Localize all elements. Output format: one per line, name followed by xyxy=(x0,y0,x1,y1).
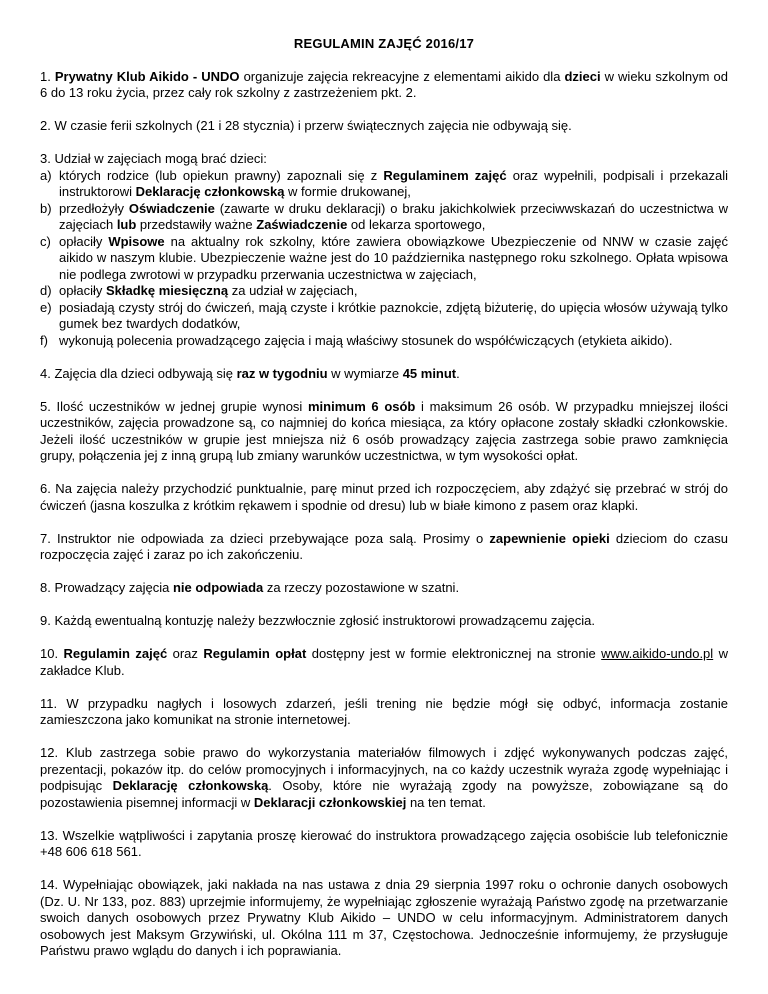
bold-text: Deklarację członkowską xyxy=(135,184,285,199)
text: za udział w zajęciach, xyxy=(228,283,358,298)
list-label: c) xyxy=(40,233,51,249)
paragraph-12 xyxy=(40,745,728,811)
paragraph-8 xyxy=(40,580,728,597)
text: za rzeczy pozostawione w szatni. xyxy=(263,580,460,595)
text: (zawarte w druku deklaracji) o braku jakichkolwiek przeciwwskazań do uczestnictwa w zajęciach xyxy=(59,200,729,232)
text: . Osoby, które nie wyrażają zgody na powyższe, zobowiązane są do pozostawienia pisemnej informacji w xyxy=(40,778,728,810)
text: dostępny jest w formie elektronicznej na stronie xyxy=(306,646,602,661)
text: organizuje zajęcia rekreacyjne z elementami aikido dla xyxy=(239,68,565,84)
text: w wieku szkolnym od 6 do 13 roku życia, przez cały rok szkolny z zastrzeżeniem pkt. 2. xyxy=(40,68,728,100)
paragraph-13: 13. Wszelkie wątpliwości i zapytania proszę kierować do instruktora prowadzącego zajęcia osobiście lub telefonicznie +48 606 618 561. xyxy=(40,827,728,859)
text: opłaciły xyxy=(59,233,109,249)
paragraph-2: 2. W czasie ferii szkolnych (21 i 28 stycznia) i przerw świątecznych zajęcia nie odbywają się. xyxy=(40,118,572,133)
text: w wymiarze xyxy=(327,365,403,381)
paragraph-5 xyxy=(40,399,728,465)
document-title: REGULAMIN ZAJĘĆ 2016/17 xyxy=(293,36,475,51)
text: dzieciom do czasu rozpoczęcia zajęć i zaraz po ich zakończeniu. xyxy=(40,530,728,562)
paragraph-4 xyxy=(40,366,728,383)
text: wykonują polecenia prowadzącego zajęcia i mają właściwy stosunek do współćwiczących (etykieta aikido). xyxy=(59,332,673,348)
paragraph-3-intro: 3. Udział w zajęciach mogą brać dzieci: xyxy=(40,151,267,166)
list-label: d) xyxy=(40,283,52,298)
paragraph-6: 6. Na zajęcia należy przychodzić punktualnie, parę minut przed ich rozpoczęciem, aby zdążyć się przebrać w strój do ćwiczeń (jasna koszulka z krótkim rękawem i spodnie od dresu) lub w białe kimono z pasem oraz klapki. xyxy=(40,481,728,513)
bold-text: Deklarację członkowską xyxy=(112,778,269,793)
text: od lekarza sportowego, xyxy=(347,217,486,232)
text: przedłożyły xyxy=(59,200,129,216)
text: w formie drukowanej, xyxy=(284,184,411,199)
text: oraz xyxy=(167,646,204,661)
bold-text: Regulamin zajęć xyxy=(63,646,168,661)
text: . xyxy=(456,365,460,381)
list-label: b) xyxy=(40,200,52,216)
list-label: e) xyxy=(40,299,52,315)
text: 12. Klub zastrzega sobie prawo do wykorzystania materiałów filmowych i zdjęć wykonywanych podczas zajęć, prezentacji, pokazów itp. do celów promocyjnych i informacyjnych, na co każdy uczestnik wyraża zgodę wypełniając i podpisując xyxy=(40,745,728,793)
bold-text: dzieci xyxy=(564,68,601,84)
text: 5. Ilość uczestników w jednej grupie wynosi xyxy=(40,398,308,414)
bold-text: lub xyxy=(116,217,137,232)
text: 7. Instruktor nie odpowiada za dzieci przebywające poza salą. Prosimy o xyxy=(40,530,490,546)
bold-text: Zaświadczenie xyxy=(256,217,348,232)
bold-text: Deklaracji członkowskiej xyxy=(253,794,407,810)
text: 1. xyxy=(40,68,55,84)
condition-a xyxy=(40,168,728,201)
condition-e xyxy=(40,300,728,333)
text: posiadają czysty strój do ćwiczeń, mają czyste i krótkie paznokcie, zdjętą biżuterię, do upięcia włosów używają tylko gumek bez twardych dodatków, xyxy=(59,299,728,331)
paragraph-1 xyxy=(40,69,728,102)
bold-text: raz w tygodniu xyxy=(236,365,328,381)
text: 8. Prowadzący zajęcia xyxy=(40,580,173,595)
condition-d xyxy=(40,283,728,300)
text: i maksimum 26 osób. W przypadku mniejszej ilości uczestników, zajęcia prowadzone są, co najmniej do końca miesiąca, za który opłacone zostały składki członkowskie. Jeżeli ilość uczestników w grupie jest mniejsza niż 6 osób prowadzący zajęcia zastrzega sobie prawo zamknięcia grupy, połączenia jej z inną grupą lub zmiany warunków uczestnictwa, w tym wysokości opłat. xyxy=(40,398,728,463)
text: 4. Zajęcia dla dzieci odbywają się xyxy=(40,365,237,381)
bold-text: Składkę miesięczną xyxy=(105,283,229,298)
bold-text: Prywatny Klub Aikido - UNDO xyxy=(54,68,240,84)
text: w zakładce Klub. xyxy=(40,646,729,678)
paragraph-11: 11. W przypadku nagłych i losowych zdarzeń, jeśli trening nie będzie mógł się odbyć, informacja zostanie zamieszczona jako komunikat na stronie internetowej. xyxy=(40,695,728,727)
paragraph-10 xyxy=(40,646,728,679)
bold-text: nie odpowiada xyxy=(172,580,264,595)
paragraph-14: 14. Wypełniając obowiązek, jaki nakłada na nas ustawa z dnia 29 sierpnia 1997 roku o ochronie danych osobowych (Dz. U. Nr 133, poz. 883) uprzejmie informujemy, że wypełniając zgłoszenie wyrażają Państwo zgodę na przetwarzanie swoich danych osobowych przez Prywatny Klub Aikido – UNDO w celu informacyjnym. Administratorem danych osobowych jest Maksym Grzywiński, ul. Okólna 111 m 37, Częstochowa. Jednocześnie informujemy, że przysługuje Państwu prawo wglądu do danych i ich poprawiania. xyxy=(40,877,728,958)
condition-b xyxy=(40,201,728,234)
bold-text: 45 minut xyxy=(402,365,457,381)
bold-text: zapewnienie opieki xyxy=(489,530,610,546)
list-label: a) xyxy=(40,167,52,183)
paragraph-9: 9. Każdą ewentualną kontuzję należy bezzwłocznie zgłosić instruktorowi prowadzącemu zajęcia. xyxy=(40,613,595,628)
bold-text: minimum 6 osób xyxy=(307,398,416,414)
list-label: f) xyxy=(40,332,48,348)
bold-text: Regulamin opłat xyxy=(203,646,307,661)
conditions-list xyxy=(40,168,728,350)
bold-text: Oświadczenie xyxy=(128,200,215,216)
condition-f xyxy=(40,333,728,350)
paragraph-3 xyxy=(40,151,728,349)
text: których rodzice (lub opiekun prawny) zapoznali się z xyxy=(59,167,384,183)
text: oraz wypełnili, podpisali i przekazali instruktorowi xyxy=(59,167,729,199)
paragraph-7 xyxy=(40,531,728,564)
text: opłaciły xyxy=(59,283,106,298)
bold-text: Wpisowe xyxy=(108,233,165,249)
bold-text: Regulaminem zajęć xyxy=(383,167,507,183)
text: na ten temat. xyxy=(406,794,486,810)
text: 10. xyxy=(40,646,64,661)
text: przedstawiły ważne xyxy=(136,217,257,232)
website-link[interactable]: www.aikido-undo.pl xyxy=(601,646,714,661)
text: na aktualny rok szkolny, które zawiera obowiązkowe Ubezpieczenie od NNW w czasie zajęć aikido w naszym klubie. Ubezpieczenie ważne jest do 10 października następnego roku szkolnego. Opłata wpisowa nie podlega zwrotowi w przypadku przerwania uczestnictwa w zajęciach, xyxy=(59,233,729,282)
condition-c xyxy=(40,234,728,284)
